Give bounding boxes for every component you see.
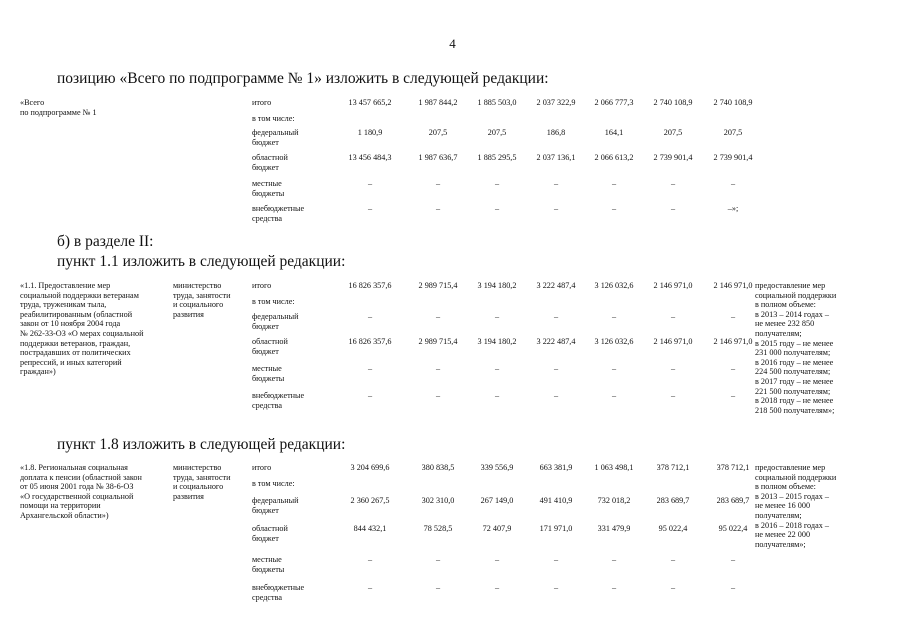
funding-value: – — [730, 179, 736, 188]
funding-value: – — [367, 312, 373, 321]
funding-value: – — [730, 312, 736, 321]
funding-value: – — [367, 364, 373, 373]
funding-value: – — [553, 204, 559, 213]
funding-source-label: в том числе: — [252, 114, 295, 123]
funding-value: 3 222 487,4 — [536, 281, 576, 290]
funding-value: 207,5 — [428, 128, 448, 137]
funding-value: 3 194 180,2 — [477, 337, 517, 346]
funding-source-label: федеральный бюджет — [252, 496, 299, 515]
funding-value: 491 410,9 — [539, 496, 573, 505]
funding-value: 2 037 322,9 — [536, 98, 576, 107]
funding-value: 1 987 844,2 — [418, 98, 458, 107]
funding-value: – — [367, 583, 373, 592]
funding-value: 2 146 971,0 — [713, 337, 753, 346]
funding-value: 331 479,9 — [597, 524, 631, 533]
funding-value: 844 432,1 — [353, 524, 387, 533]
funding-value: – — [670, 179, 676, 188]
funding-value: 171 971,0 — [539, 524, 573, 533]
funding-value: 16 826 357,6 — [348, 337, 392, 346]
program-item-name: «Всего по подпрограмме № 1 — [20, 98, 97, 117]
funding-value: 1 885 503,0 — [477, 98, 517, 107]
funding-value: 2 739 901,4 — [713, 153, 753, 162]
funding-source-label: местные бюджеты — [252, 364, 285, 383]
funding-value: – — [553, 391, 559, 400]
funding-value: 1 180,9 — [357, 128, 383, 137]
program-item-name: «1.8. Региональная социальная доплата к пенсии (областной закон от 05 июня 2001 года № 38-6-ОЗ «О государственной социальной помощи на территории Архангельской области») — [20, 463, 142, 520]
funding-value: – — [670, 204, 676, 213]
funding-value: – — [670, 364, 676, 373]
funding-value: – — [435, 583, 441, 592]
funding-value: – — [730, 583, 736, 592]
funding-value: 339 556,9 — [480, 463, 514, 472]
funding-value: – — [494, 312, 500, 321]
funding-source-label: итого — [252, 281, 272, 290]
funding-value: 72 407,9 — [482, 524, 512, 533]
funding-value: 207,5 — [723, 128, 743, 137]
funding-source-label: областной бюджет — [252, 337, 288, 356]
funding-value: – — [435, 391, 441, 400]
funding-value: – — [553, 312, 559, 321]
funding-value: 267 149,0 — [480, 496, 514, 505]
program-item-name: «1.1. Предоставление мер социальной поддержки ветеранам труда, труженикам тыла, реабилитированным (областной закон от 10 ноября 2004 года № 262-33-ОЗ «О мерах социальной поддержки ветеранов, граждан, пострадавших от политических репрессий, и иных категорий граждан») — [20, 281, 144, 377]
funding-value: 13 457 665,2 — [348, 98, 392, 107]
funding-value: – — [611, 179, 617, 188]
funding-value: 1 885 295,5 — [477, 153, 517, 162]
funding-value: 3 126 032,6 — [594, 337, 634, 346]
heading-total-position: позицию «Всего по подпрограмме № 1» изложить в следующей редакции: — [57, 70, 549, 87]
funding-value: – — [435, 312, 441, 321]
funding-value: 95 022,4 — [658, 524, 688, 533]
funding-value: 2 146 971,0 — [653, 281, 693, 290]
funding-source-label: итого — [252, 98, 272, 107]
funding-source-label: итого — [252, 463, 272, 472]
funding-value: 2 989 715,4 — [418, 281, 458, 290]
funding-source-label: федеральный бюджет — [252, 312, 299, 331]
page-number: 4 — [449, 36, 456, 51]
funding-value: – — [730, 555, 736, 564]
funding-value: 3 194 180,2 — [477, 281, 517, 290]
funding-value: – — [670, 391, 676, 400]
funding-value: – — [367, 555, 373, 564]
funding-value: –»; — [727, 204, 739, 213]
funding-value: 2 740 108,9 — [713, 98, 753, 107]
funding-value: 2 146 971,0 — [713, 281, 753, 290]
funding-source-label: федеральный бюджет — [252, 128, 299, 147]
funding-source-label: местные бюджеты — [252, 179, 285, 198]
funding-value: 2 989 715,4 — [418, 337, 458, 346]
funding-value: – — [494, 204, 500, 213]
funding-value: – — [611, 555, 617, 564]
funding-value: – — [730, 391, 736, 400]
funding-value: 78 528,5 — [423, 524, 453, 533]
expected-result: предоставление мер социальной поддержки в полном объеме: в 2013 – 2014 годах – не менее 232 850 получателям; в 2015 году – не менее 231 000 получателям; в 2016 году – не менее 224 500 получателям; в 2017 году – не менее 221 500 получателям; в 2018 году – не менее 218 500 получателям»; — [755, 281, 837, 415]
funding-source-label: внебюджетные средства — [252, 583, 305, 602]
funding-value: 378 712,1 — [716, 463, 750, 472]
funding-value: – — [670, 583, 676, 592]
funding-value: 13 456 484,3 — [348, 153, 392, 162]
heading-item-1-1: пункт 1.1 изложить в следующей редакции: — [57, 253, 346, 270]
heading-item-1-8: пункт 1.8 изложить в следующей редакции: — [57, 436, 346, 453]
funding-value: – — [553, 555, 559, 564]
funding-value: 207,5 — [663, 128, 683, 137]
executor-name: министерство труда, занятости и социального развития — [173, 463, 231, 501]
funding-source-label: местные бюджеты — [252, 555, 285, 574]
funding-value: 95 022,4 — [718, 524, 748, 533]
funding-source-label: внебюджетные средства — [252, 204, 305, 223]
funding-value: 3 222 487,4 — [536, 337, 576, 346]
funding-source-label: внебюджетные средства — [252, 391, 305, 410]
funding-value: – — [730, 364, 736, 373]
executor-name: министерство труда, занятости и социального развития — [173, 281, 231, 319]
funding-value: – — [611, 204, 617, 213]
funding-value: 164,1 — [604, 128, 624, 137]
funding-value: – — [494, 364, 500, 373]
funding-source-label: в том числе: — [252, 297, 295, 306]
funding-value: 2 146 971,0 — [653, 337, 693, 346]
funding-value: – — [494, 555, 500, 564]
funding-value: 2 740 108,9 — [653, 98, 693, 107]
funding-value: 378 712,1 — [656, 463, 690, 472]
funding-value: – — [670, 312, 676, 321]
funding-value: – — [367, 204, 373, 213]
funding-value: – — [367, 179, 373, 188]
expected-result: предоставление мер социальной поддержки в полном объеме: в 2013 – 2015 годах – не менее 16 000 получателям; в 2016 – 2018 годах – не менее 22 000 получателям»; — [755, 463, 837, 549]
funding-value: 3 126 032,6 — [594, 281, 634, 290]
funding-value: – — [670, 555, 676, 564]
funding-value: – — [494, 583, 500, 592]
funding-value: 2 360 267,5 — [350, 496, 390, 505]
funding-value: 283 689,7 — [656, 496, 690, 505]
funding-value: 283 689,7 — [716, 496, 750, 505]
funding-value: 2 739 901,4 — [653, 153, 693, 162]
funding-value: 732 018,2 — [597, 496, 631, 505]
funding-value: 2 037 136,1 — [536, 153, 576, 162]
funding-value: – — [435, 364, 441, 373]
funding-value: 663 381,9 — [539, 463, 573, 472]
funding-value: 380 838,5 — [421, 463, 455, 472]
heading-section-ii: б) в разделе II: — [57, 233, 154, 250]
funding-value: – — [494, 391, 500, 400]
funding-value: 1 987 636,7 — [418, 153, 458, 162]
funding-value: – — [435, 179, 441, 188]
funding-value: 2 066 613,2 — [594, 153, 634, 162]
funding-value: – — [367, 391, 373, 400]
funding-value: – — [553, 179, 559, 188]
funding-source-label: областной бюджет — [252, 153, 288, 172]
funding-value: – — [435, 555, 441, 564]
funding-value: 1 063 498,1 — [594, 463, 634, 472]
funding-value: – — [611, 364, 617, 373]
funding-value: 3 204 699,6 — [350, 463, 390, 472]
funding-value: – — [435, 204, 441, 213]
funding-value: – — [494, 179, 500, 188]
funding-value: 302 310,0 — [421, 496, 455, 505]
funding-source-label: областной бюджет — [252, 524, 288, 543]
funding-value: 16 826 357,6 — [348, 281, 392, 290]
funding-value: – — [553, 583, 559, 592]
funding-value: – — [611, 312, 617, 321]
funding-value: – — [553, 364, 559, 373]
funding-value: – — [611, 583, 617, 592]
funding-value: 207,5 — [487, 128, 507, 137]
funding-source-label: в том числе: — [252, 479, 295, 488]
funding-value: – — [611, 391, 617, 400]
funding-value: 186,8 — [546, 128, 566, 137]
funding-value: 2 066 777,3 — [594, 98, 634, 107]
